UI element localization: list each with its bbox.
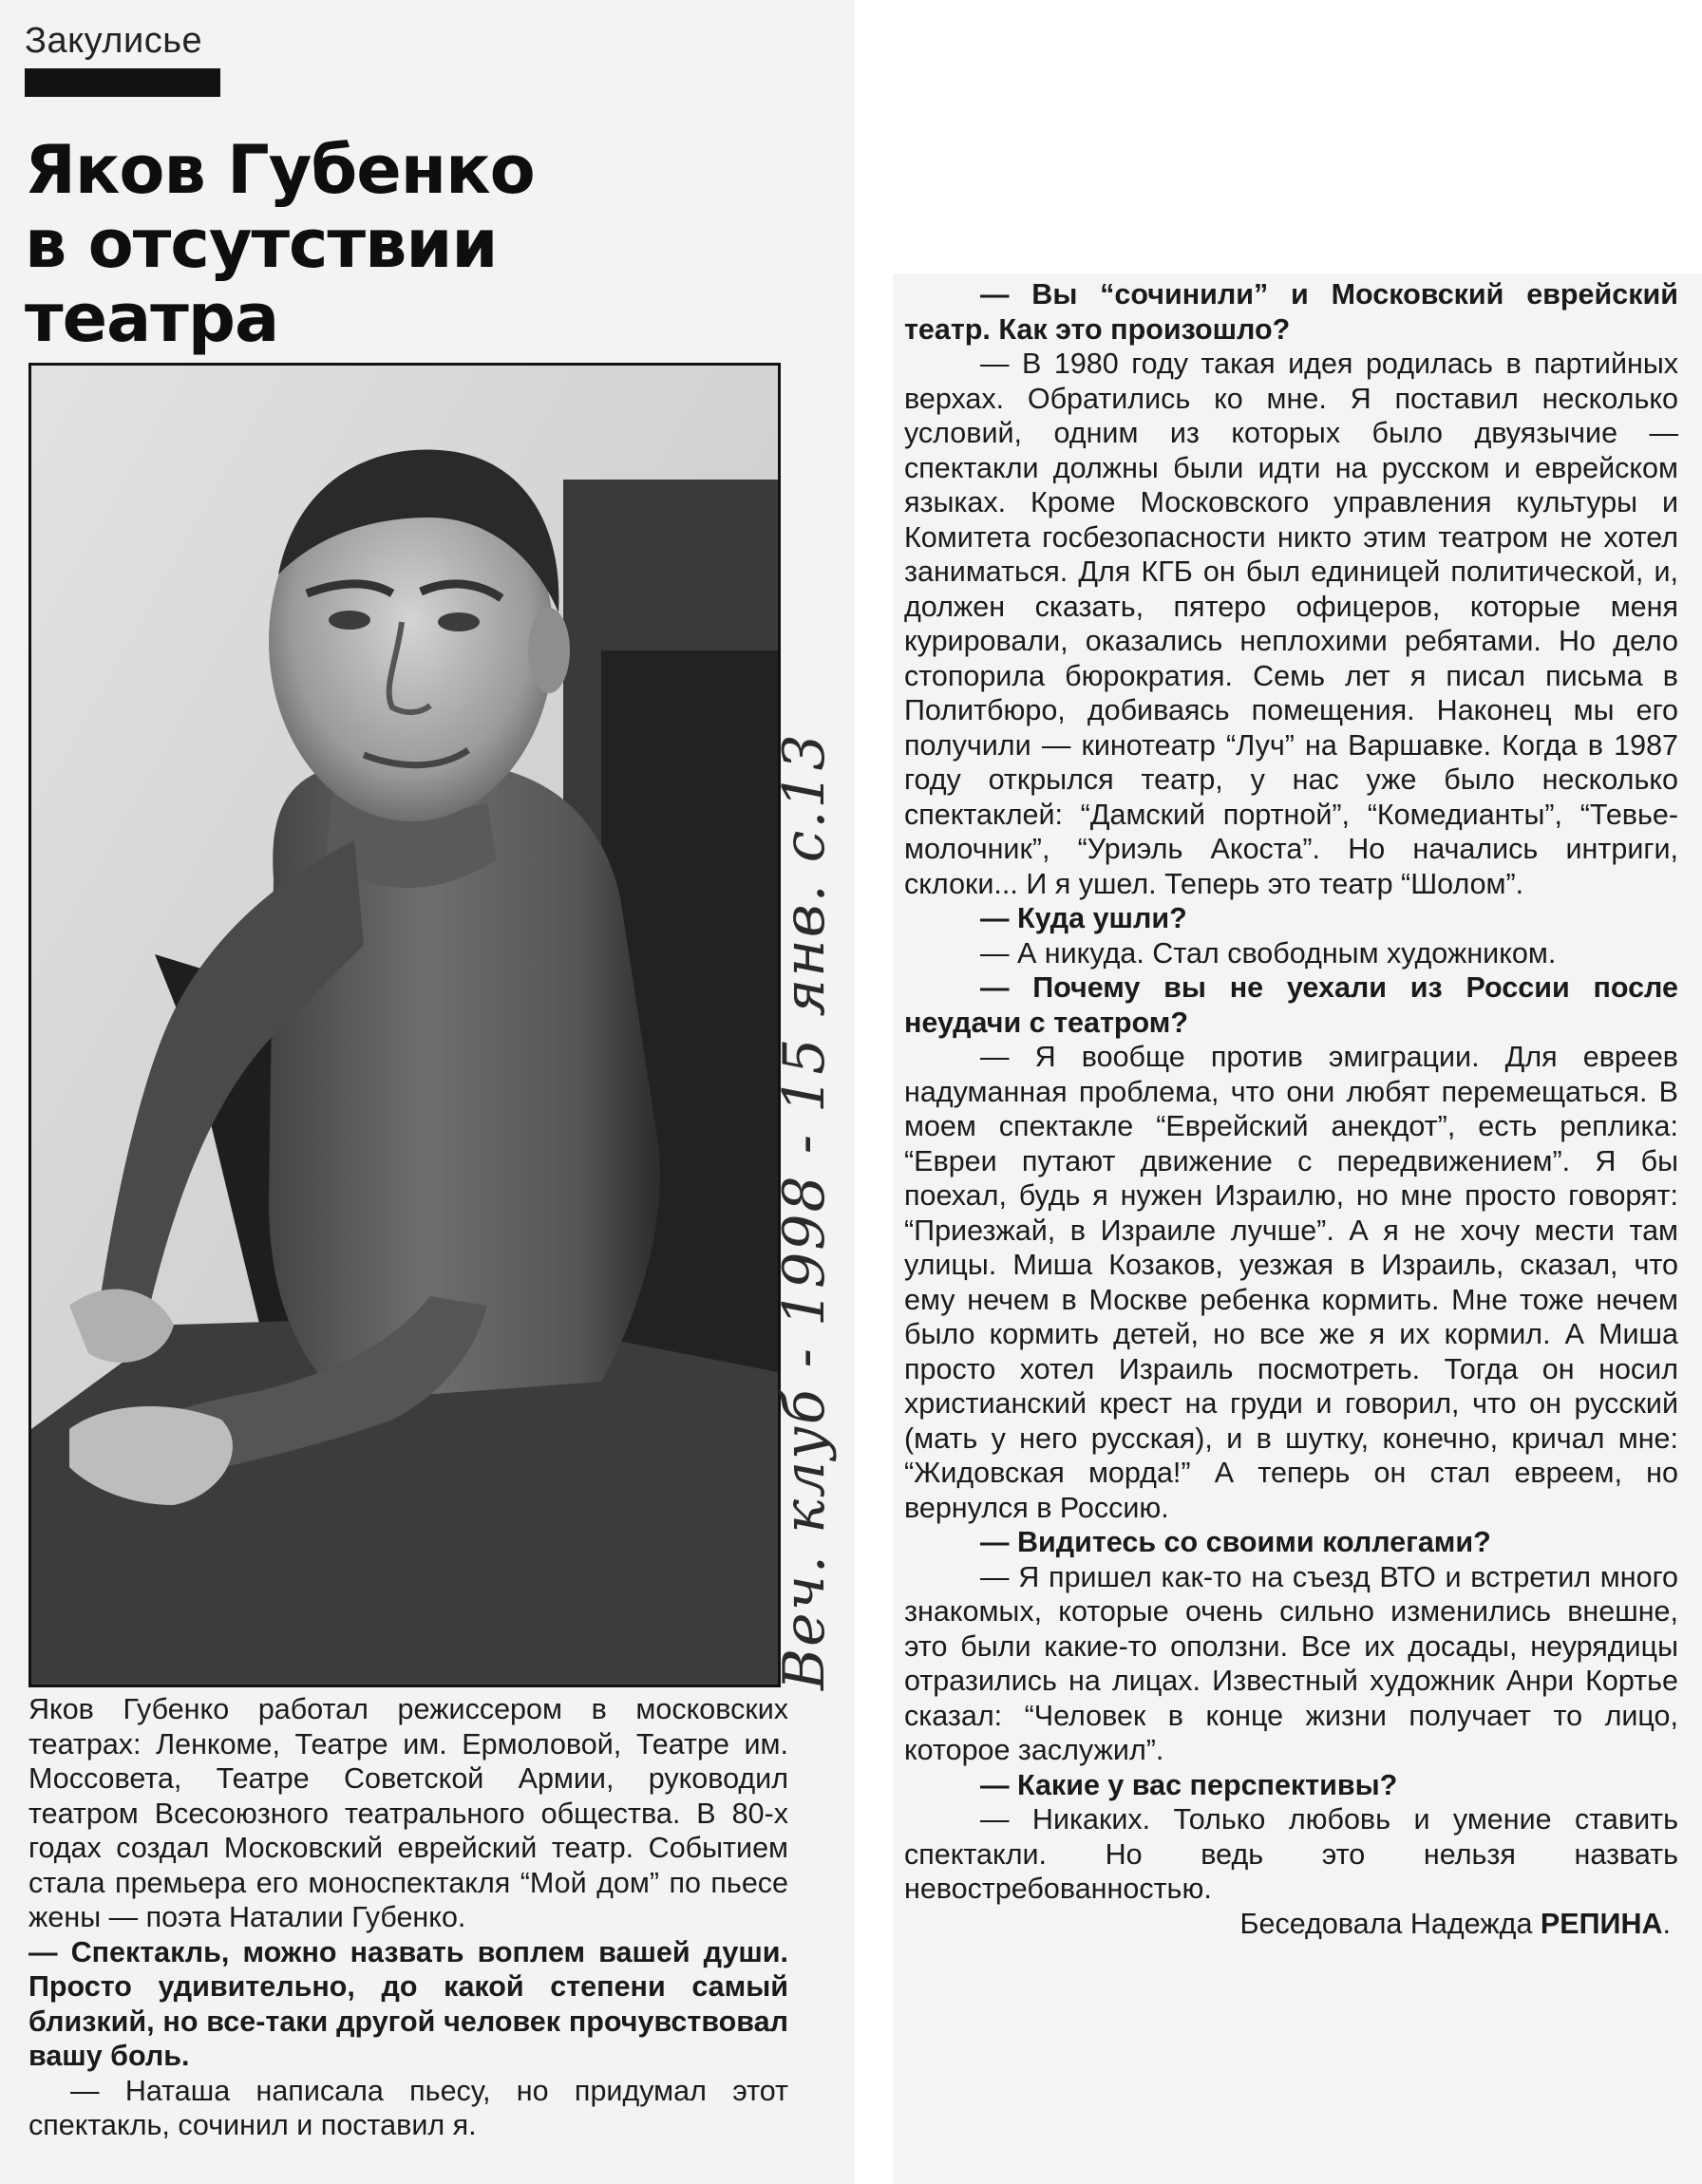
portrait-photo — [28, 363, 781, 1687]
question-5: — Видитесь со своими коллегами? — [980, 1526, 1491, 1558]
question-6: — Какие у вас перспективы? — [980, 1768, 1398, 1801]
interview-column — [904, 277, 1678, 1941]
question-4: — Почему вы не уехали из России после неудачи с театром? — [904, 971, 1678, 1039]
headline-line-1: Яков Губенко — [25, 131, 535, 209]
answer-6: — Никаких. Только любовь и умение ставить спектакли. Но ведь это нельзя назвать невостребованностью. — [904, 1803, 1678, 1905]
caption-intro: Яков Губенко работал режиссером в московских театрах: Ленкоме, Театре им. Ермоловой, Театре им. Моссовета, Театре Советской Армии, руководил театром Всесоюзного театрального общества. В 80-х годах создал Московский еврейский театр. Событием стала премьера его моноспектакля “Мой дом” по пьесе жены — поэта Наталии Губенко. — [28, 1693, 788, 1933]
answer-4: — Я вообще против эмиграции. Для евреев надуманная проблема, что они любят перемещаться. В моем спектакле “Еврейский анекдот”, есть реплика: “Евреи путают движение с передвижением”. Я бы поехал, будь я нужен Израилю, но мне просто говорят: “Приезжай, в Израиле лучше”. А я не хочу мести там улицы. Миша Козаков, уезжая в Израиль, сказал, что ему нечем в Москве ребенка кормить. Мне тоже нечем было кормить детей, но все же я их кормил. А Миша просто хотел Израиль посмотреть. Тогда он носил христианский крест на груди и говорил, что он русский (мать у него русская), и в шутку, конечно, кричал мне: “Жидовская морда!” А теперь он стал евреем, но вернулся в Россию. — [904, 1041, 1678, 1524]
byline: Беседовала Надежда РЕПИНА. — [1239, 1907, 1671, 1940]
byline-prefix: Беседовала Надежда — [1239, 1907, 1533, 1940]
headline-line-2: в отсутствии — [25, 205, 498, 283]
question-1: — Спектакль, можно назвать воплем вашей души. Просто удивительно, до какой степени самый близкий, но все-таки другой человек прочувствовал вашу боль. — [28, 1935, 788, 2072]
question-2: — Вы “сочинили” и Московский еврейский театр. Как это произошло? — [904, 278, 1678, 346]
caption-column — [28, 1692, 788, 2143]
rubric-label: Закулисье — [25, 21, 203, 61]
byline-surname: РЕПИНА — [1540, 1907, 1663, 1940]
answer-3: — А никуда. Стал свободным художником. — [980, 936, 1557, 970]
portrait-illustration — [31, 366, 778, 1685]
answer-5: — Я пришел как-то на съезд ВТО и встретил много знакомых, которые очень сильно изменились внешне, это были какие-то оползни. Все их досады, неурядицы отразились на лицах. Известный художник Анри Кортье сказал: “Человек в конце жизни получает то лицо, которое заслужил”. — [904, 1560, 1678, 1766]
rubric-bar — [25, 68, 220, 97]
headline-line-3: театра — [25, 279, 279, 357]
question-3: — Куда ушли? — [980, 902, 1187, 934]
answer-2: — В 1980 году такая идея родилась в партийных верхах. Обратились ко мне. Я поставил несколько условий, одним из которых было двуязычие — спектакли должны были идти на русском и еврейском языках. Кроме Московского управления культуры и Комитета госбезопасности никто этим театром не хотел заниматься. Для КГБ он был единицей политической, и, должен сказать, пятеро офицеров, которые меня курировали, оказались неплохими ребятами. Но дело стопорила бюрократия. Семь лет я писал письма в Политбюро, добиваясь помещения. Наконец мы его получили — кинотеатр “Луч” на Варшавке. Когда в 1987 году открылся театр, у нас уже было несколько спектаклей: “Дамский портной”, “Комедианты”, “Тевье-молочник”, “Уриэль Акоста”. Но начались интриги, склоки... И я ушел. Теперь это театр “Шолом”. — [904, 348, 1678, 900]
headline — [25, 133, 709, 355]
handwritten-source-note: Веч. клуб - 1998 - 15 янв. с.13 — [771, 732, 838, 1690]
answer-1: — Наташа написала пьесу, но придумал этот спектакль, сочинил и поставил я. — [28, 2074, 788, 2141]
